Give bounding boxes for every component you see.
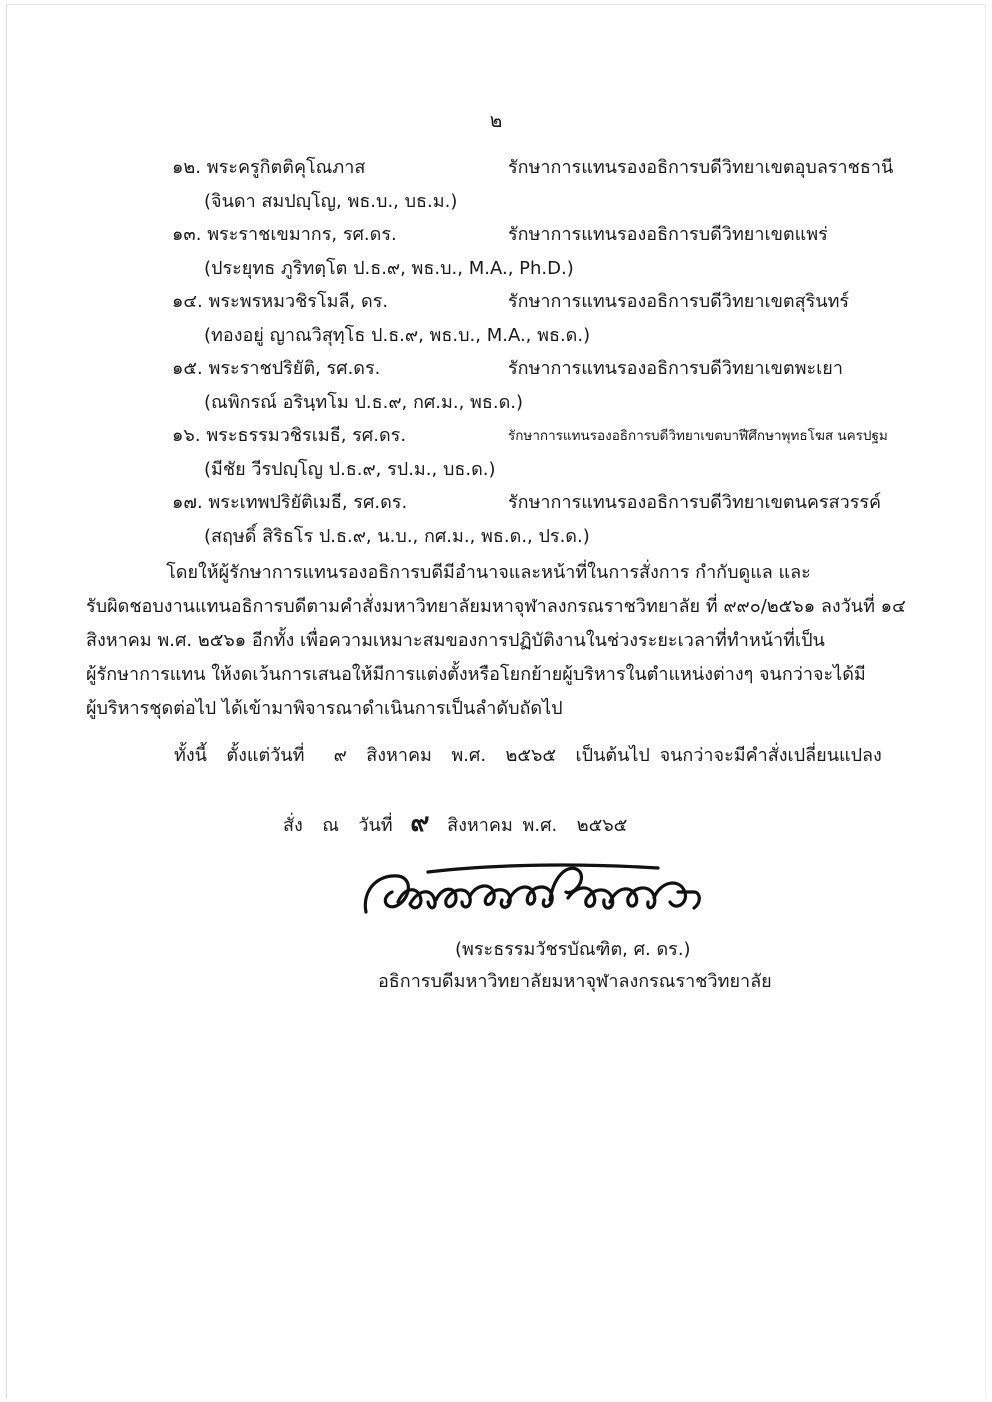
appointee-entry-17 <box>0 487 992 554</box>
body-paragraph <box>86 556 906 726</box>
monk-title: พระเทพปริยัติเมธี, รศ.ดร. <box>208 492 408 513</box>
monk-title: พระราชเขมากร, รศ.ดร. <box>207 224 397 245</box>
appointee-dharma-name: (ทองอยู่ ญาณวิสุทฺโธ ป.ธ.๙, พธ.บ., M.A., พธ.ด.) <box>204 325 591 346</box>
appointee-dharma-name: (จินดา สมปญฺโญ, พธ.บ., บธ.ม.) <box>204 191 458 212</box>
appointee-name <box>172 286 388 315</box>
appointee-entry-16 <box>0 420 992 487</box>
entry-number: ๑๖. <box>172 425 201 446</box>
handwritten-day: ๙ <box>410 808 430 838</box>
paragraph-line: สิงหาคม พ.ศ. ๒๕๖๑ อีกทั้ง เพื่อความเหมาะสมของการปฏิบัติงานในช่วงระยะเวลาที่ทำหน้าที่เป็น <box>86 630 825 651</box>
appointee-role: รักษาการแทนรองอธิการบดีวิทยาเขตอุบลราชธานี <box>508 157 894 178</box>
signing-month-year: สิงหาคม พ.ศ. ๒๕๖๕ <box>447 815 628 836</box>
appointee-name <box>172 219 397 248</box>
monk-title: พระพรหมวชิรโมลี, ดร. <box>208 291 389 312</box>
signature-image <box>358 852 708 930</box>
appointee-role: รักษาการแทนรองอธิการบดีวิทยาเขตสุรินทร์ <box>508 291 850 312</box>
paragraph-line: ผู้รักษาการแทน ให้งดเว้นการเสนอให้มีการแต่งตั้งหรือโยกย้ายผู้บริหารในตำแหน่งต่างๆ จนกว่าจะได้มี <box>86 664 866 685</box>
paragraph-line: โดยให้ผู้รักษาการแทนรองอธิการบดีมีอำนาจและหน้าที่ในการสั่งการ กำกับดูแล และ <box>86 562 811 583</box>
appointee-dharma-name: (ณพิกรณ์ อรินฺทโม ป.ธ.๙, กศ.ม., พธ.ด.) <box>204 392 524 413</box>
appointee-name <box>172 487 407 516</box>
appointee-entry-13 <box>0 219 992 286</box>
appointee-dharma-name: (มีชัย วีรปญฺโญ ป.ธ.๙, รป.ม., บธ.ด.) <box>204 459 496 480</box>
entry-number: ๑๒. <box>172 157 202 178</box>
signer-title: อธิการบดีมหาวิทยาลัยมหาจุฬาลงกรณราชวิทยาลัย <box>378 971 772 992</box>
appointee-list <box>0 152 992 554</box>
appointee-dharma-name: (สฤษดิ์ สิริธโร ป.ธ.๙, น.บ., กศ.ม., พธ.ด., ปร.ด.) <box>204 526 590 547</box>
appointee-name <box>172 353 380 382</box>
appointee-entry-15 <box>0 353 992 420</box>
appointee-role: รักษาการแทนรองอธิการบดีวิทยาเขตพะเยา <box>508 358 843 379</box>
monk-title: พระราชปริยัติ, รศ.ดร. <box>208 358 381 379</box>
appointee-role: รักษาการแทนรองอธิการบดีวิทยาเขตนครสวรรค์ <box>508 492 882 513</box>
appointee-role: รักษาการแทนรองอธิการบดีวิทยาเขตบาฬีศึกษาพุทธโฆส นครปฐม <box>508 428 888 444</box>
appointee-role: รักษาการแทนรองอธิการบดีวิทยาเขตแพร่ <box>508 224 828 245</box>
signer-name: (พระธรรมวัชรบัณฑิต, ศ. ดร.) <box>455 939 691 960</box>
page-number: ๒ <box>489 110 503 132</box>
effective-date-clause: ทั้งนี้ ตั้งแต่วันที่ ๙ สิงหาคม พ.ศ. ๒๕๖๕ เป็นต้นไป จนกว่าจะมีคำสั่งเปลี่ยนแปลง <box>174 745 882 766</box>
paragraph-line: ผู้บริหารชุดต่อไป ได้เข้ามาพิจารณาดำเนินการเป็นลำดับถัดไป <box>86 698 563 719</box>
signing-date <box>283 802 627 843</box>
monk-title: พระครูกิตติคุโณภาส <box>206 157 366 178</box>
monk-title: พระธรรมวชิรเมธี, รศ.ดร. <box>206 425 407 446</box>
appointee-entry-12 <box>0 152 992 219</box>
entry-number: ๑๗. <box>172 492 203 513</box>
signing-date-prefix: สั่ง ณ วันที่ <box>283 815 393 836</box>
appointee-name <box>172 152 365 181</box>
appointee-entry-14 <box>0 286 992 353</box>
paragraph-line: รับผิดชอบงานแทนอธิการบดีตามคำสั่งมหาวิทยาลัยมหาจุฬาลงกรณราชวิทยาลัย ที่ ๙๙๐/๒๕๖๑ ลงวันที่ ๑๔ <box>86 596 906 617</box>
entry-number: ๑๓. <box>172 224 202 245</box>
entry-number: ๑๔. <box>172 291 203 312</box>
entry-number: ๑๕. <box>172 358 203 379</box>
appointee-dharma-name: (ประยุทธ ภูริทตฺโต ป.ธ.๙, พธ.บ., M.A., Ph.D.) <box>204 258 574 279</box>
appointee-name <box>172 420 406 449</box>
